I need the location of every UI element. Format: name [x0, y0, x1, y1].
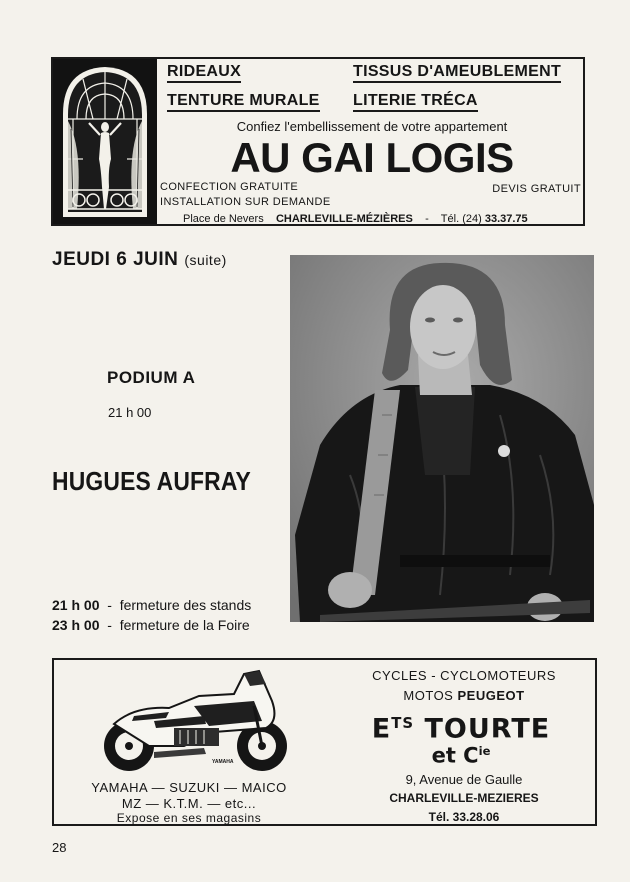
day-title: JEUDI 6 JUIN — [52, 249, 179, 270]
address-line — [183, 213, 528, 225]
motos-brand: PEUGEOT — [457, 688, 525, 703]
telephone: Tél. 33.28.06 — [428, 810, 500, 824]
artist-name: HUGUES AUFRAY — [52, 466, 251, 496]
schedule-time: 21 h 00 — [52, 597, 100, 613]
tagline: Confiez l'embellissement de votre appartement — [236, 119, 508, 134]
day-suffix: (suite) — [184, 252, 227, 268]
heading-literie: LITERIE TRÉCA — [353, 91, 478, 112]
et-superscript: ie — [478, 744, 491, 758]
ets-prefix: E — [371, 713, 392, 745]
schedule-text: fermeture de la Foire — [119, 617, 250, 633]
expose-text: Expose en ses magasins — [116, 811, 262, 825]
schedule-row — [52, 617, 250, 633]
ets-superscript: TS — [391, 714, 415, 732]
brands-line-1: YAMAHA — SUZUKI — MAICO — [91, 780, 287, 795]
company-suffix — [336, 739, 586, 768]
separator: - — [425, 213, 429, 225]
heading-tissus: TISSUS D'AMEUBLEMENT — [353, 62, 561, 83]
motorcycle-illustration — [94, 666, 294, 774]
brands-line-2: MZ — K.T.M. — etc... — [121, 796, 257, 811]
tel-number: 33.37.75 — [484, 213, 528, 225]
window-silhouette-logo — [53, 59, 157, 224]
address-city: CHARLEVILLE-MEZIERES — [389, 791, 539, 805]
schedule-separator: - — [107, 597, 112, 613]
address-street: 9, Avenue de Gaulle — [405, 772, 523, 787]
tel-label: Tél. (24) — [440, 213, 482, 225]
heading-rideaux: RIDEAUX — [167, 62, 241, 83]
heading-tenture: TENTURE MURALE — [167, 91, 320, 112]
cycles-text: CYCLES - CYCLOMOTEURS — [372, 668, 556, 683]
page-number: 28 — [52, 840, 67, 855]
confection-text: CONFECTION GRATUITE — [160, 181, 299, 193]
schedule-separator: - — [107, 617, 112, 633]
stage-name: PODIUM A — [107, 368, 196, 387]
schedule-text: fermeture des stands — [119, 597, 252, 613]
devis-text: DEVIS GRATUIT — [492, 183, 581, 195]
company-title: TOURTE — [424, 713, 551, 745]
bike-brand-label: YAMAHA — [212, 759, 234, 765]
advert-tourte — [52, 658, 597, 826]
schedule-row — [52, 597, 251, 613]
motos-label: MOTOS — [403, 688, 454, 703]
et-text: et C — [431, 743, 479, 768]
installation-text: INSTALLATION SUR DEMANDE — [160, 196, 331, 208]
advert-au-gai-logis — [51, 57, 585, 226]
motos-line — [354, 688, 574, 703]
schedule-time: 23 h 00 — [52, 617, 100, 633]
stage-time: 21 h 00 — [108, 405, 152, 420]
city: CHARLEVILLE-MÉZIÈRES — [275, 213, 413, 225]
day-heading — [52, 249, 227, 271]
place: Place de Nevers — [183, 213, 264, 225]
brand-name: AU GAI LOGIS — [230, 134, 514, 181]
artist-photo — [290, 255, 594, 622]
